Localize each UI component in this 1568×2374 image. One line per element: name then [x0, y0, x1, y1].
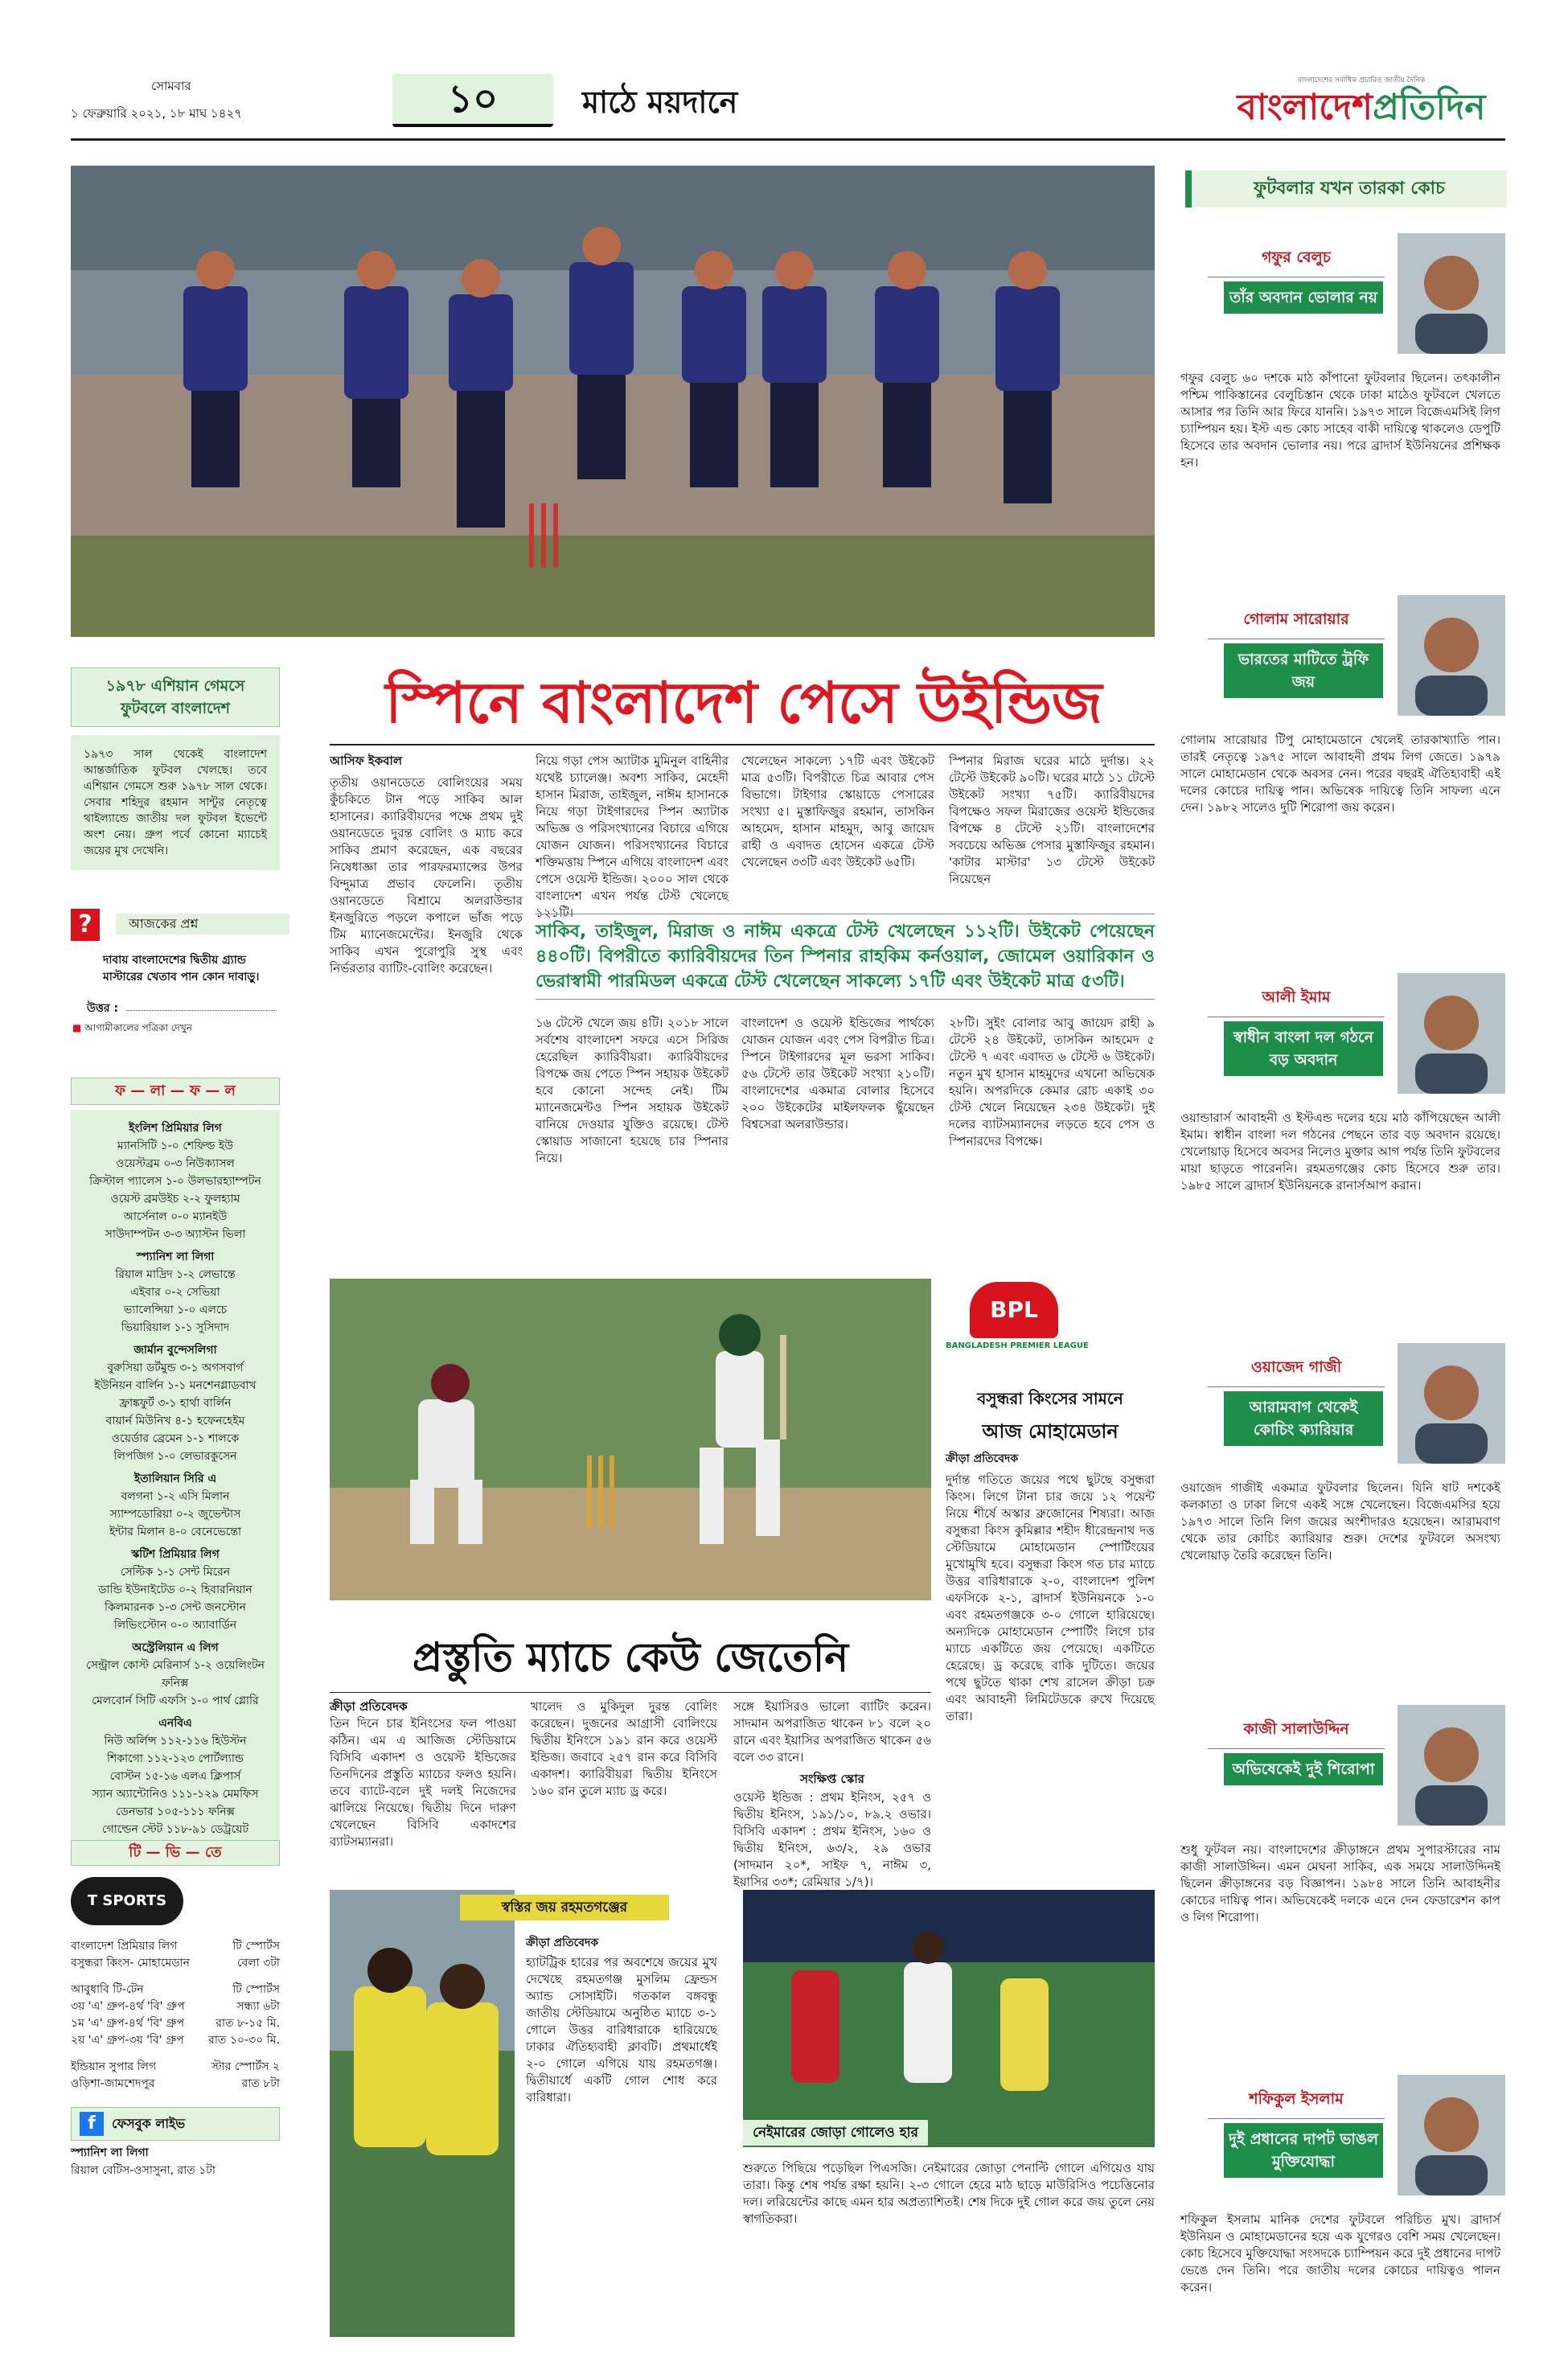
- rahmatganj-illustration: [330, 1890, 515, 2337]
- paper-logo: [1217, 74, 1505, 133]
- tv-row-program: আবুধাবি টি-টেন: [71, 1983, 144, 1996]
- asian-games-title-line1: ১৯৭৮ এশিয়ান গেমসে: [105, 677, 245, 695]
- issue-date: ১ ফেব্রুয়ারি ২০২১, ১৮ মাঘ ১৪২৭: [71, 106, 242, 121]
- coach-portrait: [1398, 1705, 1505, 1826]
- bpl-logo-subtitle: BANGLADESH PREMIER LEAGUE: [946, 1341, 1089, 1350]
- results-row: ম্যানসিটি ১-০ শেফিল্ড ইউ: [117, 1140, 234, 1152]
- results-row: ডেনভার ১০৫-১১১ ফনিক্স: [116, 1805, 235, 1818]
- tv-row: [71, 1982, 280, 1998]
- coaches-title: ফুটবলার যখন তারকা কোচ: [1185, 170, 1507, 207]
- bpl-body: দুর্দান্ত গতিতে জয়ের পথে ছুটছে বসুন্ধরা কিংস। লিগে টানা চার জয়ে ১২ পয়েন্ট নিয়ে শীর্ষে অস্কার ব্রুজোনের শিষ্যরা। আজ বসুন্ধরা কিংস কুমিল্লার শহীদ ধীরেন্দ্রনাথ দত্ত স্টেডিয়ামে মোহামেডান স্পোর্টিংয়ের মুখোমুখি হবে। বসুন্ধরা কিংস গত চার ম্যাচে উত্তর বারিধারাকে ২-০, বাংলাদেশ পুলিশ এফসিকে ২-১, ব্রাদার্স ইউনিয়নকে ১-০ এবং রহমতগঞ্জকে ৩-০ গোলে হারিয়েছে। অন্যদিকে মোহামেডান স্পোর্টিং লিগে চার ম্যাচে একটিতে জয় পেয়েছে। একটিতে হেরেছে। ড্র করেছে বাকি দুটিতে। জয়ের পথে ছুটতে থাকা শেখ রাসেল ক্রীড়া চক্র এবং আবাহনী লিমিটেডকে রুখে দিয়েছে তারা।: [946, 1472, 1155, 1723]
- results-group-heading: স্কটিশ প্রিমিয়ার লিগ: [131, 1548, 220, 1561]
- practice-byline: ক্রীড়া প্রতিবেদক: [330, 1699, 408, 1714]
- lead-column-7: ২৮টি। সুইং বোলার আবু জায়েদ রাহী ৯ টেস্টে ২৪ উইকেট, তাসকিন আহমেদ ৫ টেস্টে ৭ এবং এবাদত ৬ টেস্টে ৬ উইকেট। নতুন মুখ হাসান মাহমুদের এখনো অভিষেক হয়নি। অপরদিকে কেমার রোচ একাই ৩০ টেস্ট খেলে নিয়েছেন ২৩৪ উইকেট। দুই দলের ব্যাটসম্যানদের লড়তে হবে পেস ও স্পিনারদের বিপক্ষে।: [949, 1016, 1155, 1148]
- practice-col1-text: তিন দিনে চার ইনিংসের ফল পাওয়া কঠিন। এম এ আজিজ স্টেডিয়ামে বিসিবি একাদশ ও ওয়েস্ট ইন্ডিজের তিনদিনের প্রস্তুতি ম্যাচের ফলও হয়নি। তবে ব্যাটে-বলে দুই দলই নিজেদের ঝালিয়ে নিয়েছে। দ্বিতীয় দিনে দারুণ খেলেছেন বিসিবি একাদশের ব্যাটসম্যানরা।: [330, 1716, 516, 1849]
- cricket-match-photo: [330, 1279, 931, 1600]
- rahmatganj-photo: [330, 1890, 515, 2337]
- lead-column-6: বাংলাদেশ ও ওয়েস্ট ইন্ডিজের পার্থক্যে যোজন যোজন এবং পেস বিপরীত চিত্র। স্পিনে টাইগারদের মূল ভরসা সাকিব। ৫৬ টেস্টে তার উইকেট সংখ্যা ২১০টি। বাংলাদেশের একমাত্র বোলার হিসেবে ২০০ উইকেটের মাইলফলক ছুঁয়েছেন বিশ্বসেরা অলরাউন্ডার।: [741, 1016, 934, 1132]
- results-row: ডান্ডি ইউনাইটেড ০-২ হিবারনিয়ান: [98, 1583, 252, 1596]
- cricket-match-illustration: [330, 1279, 931, 1600]
- lead-headline-rule: [330, 744, 1155, 745]
- coach-name: কাজী সালাউদ্দিন: [1208, 1718, 1385, 1749]
- practice-col3-text: সঙ্গে ইয়াসিরও ভালো ব্যাটিং করেন। সাদমান অপরাজিত থাকেন ৮১ বলে ২০ রানে এবং ইয়াসির অপরাজিত থাকেন ৫৬ বলে ৩৩ রানে।: [733, 1699, 931, 1764]
- rahmatganj-byline: ক্রীড়া প্রতিবেদক: [526, 1937, 599, 1949]
- results-row: রিয়াল মাদ্রিদ ১-২ লেভান্তে: [115, 1268, 236, 1281]
- tv-row-time: টি স্পোর্টস: [232, 1940, 280, 1953]
- results-row: লিভিংস্টোন ০-০ অ্যাবার্ডিন: [113, 1619, 237, 1632]
- results-row: ফ্রাঙ্কফুর্ট ৩-১ হার্থা বার্লিন: [119, 1397, 232, 1410]
- coach-headline: দুই প্রধানের দাপট ভাঙল মুক্তিযোদ্ধা: [1224, 2123, 1383, 2178]
- results-row: শিকাগো ১১২-১২৩ পোর্টল্যান্ড: [106, 1752, 244, 1765]
- lead-column-4: স্পিনার মিরাজ ঘরের মাঠে দুর্দান্ত। ২২ টেস্টে উইকেট ৯০টি। ঘরের মাঠে ১১ টেস্টে উইকেট সংখ্যা ৭৫টি। ক্যারিবীয়দের বিপক্ষেও সফল মিরাজের ওয়েস্ট ইন্ডিজের বিপক্ষে ৪ টেস্টে ২১টি। বাংলাদেশের সবচেয়ে অভিজ্ঞ পেসার মুস্তাফিজুর রহমান। 'কাটার মাস্টার' ১৩ টেস্টে উইকেট নিয়েছেন: [949, 754, 1155, 886]
- tv-title: টি — ভি — তে: [71, 1840, 280, 1866]
- coach-headline: ভারতের মাটিতে ট্রফি জয়: [1224, 643, 1383, 698]
- coach-profile: [1176, 1700, 1505, 1931]
- results-row: আর্সেনাল ০-০ ম্যানইউ: [123, 1210, 228, 1223]
- results-row: কিলমারনক ১-৩ সেন্ট জনস্টোন: [104, 1601, 247, 1614]
- tv-row-program: ইন্ডিয়ান সুপার লিগ: [71, 2060, 157, 2073]
- issue-day: সোমবার: [151, 79, 191, 93]
- practice-column-3: [733, 1698, 931, 1891]
- section-title: মাঠে ময়দানে: [582, 84, 738, 120]
- bpl-byline: ক্রীড়া প্রতিবেদক: [946, 1452, 1019, 1465]
- coach-profile: [1176, 1338, 1505, 1569]
- tv-row: [71, 1938, 280, 1955]
- coach-body: শফিকুল ইসলাম মানিক দেশের ফুটবলে পরিচিত মুখ। ব্রাদার্স ইউনিয়ন ও মোহামেডানের হয়ে এক যুগেরও বেশি সময় খেলেছেন। কোচ হিসেবে মুক্তিযোদ্ধা সংসদকে চ্যাম্পিয়ন করে দুই প্রধানের দাপট ভেঙে দেন তিনি। পরে জাতীয় দলের কোচের দায়িত্বও পালন করেন।: [1180, 2212, 1500, 2294]
- coach-name: শফিকুল ইসলাম: [1208, 2088, 1385, 2119]
- coach-portrait: [1398, 973, 1505, 1094]
- results-row: লিপজিগ ১-০ লেভারকুসেন: [113, 1450, 237, 1463]
- coach-portrait: [1398, 1343, 1505, 1464]
- quiz-question: দাবায় বাংলাদেশের দ্বিতীয় গ্র্যান্ড মাস্টারের খেতাব পান কোন দাবাড়ু।: [103, 954, 260, 984]
- results-row: স্যাম্পডোরিয়া ০-২ জুভেন্টাস: [109, 1508, 241, 1521]
- lead-column-3: খেলেছেন সাকল্যে ১৭টি এবং উইকেট মাত্র ৫৩টি। বিপরীতে চিত্র আবার পেস বিভাগে। টাইগার স্কোয়াডে পেসারের সংখ্যা ৫। মুস্তাফিজুর রহমান, তাসকিন আহমেদ, হাসান মাহমুদ, আবু জায়েদ রাহী ও এবাদত হোসেন একত্রে টেস্ট খেলেছেন ৩৩টি এবং উইকেট ৬৫টি।: [741, 754, 934, 869]
- practice-score-text: ওয়েস্ট ইন্ডিজ : প্রথম ইনিংস, ২৫৭ ও দ্বিতীয় ইনিংস, ১৯১/১০, ৮৯.২ ওভার। বিসিবি একাদশ : প্রথম ইনিংস, ১৬০ ও দ্বিতীয় ইনিংস, ৬৩/২, ২৯ ওভার (সাদমান ২০*, সাইফ ৭, নাঈম ৩, ইয়াসির ৩৩*; রেমিয়ার ১/৭)।: [733, 1790, 931, 1889]
- psg-caption: নেইমারের জোড়া গোলেও হার: [743, 2120, 928, 2146]
- bpl-headline: আজ মোহামেডান: [982, 1420, 1119, 1443]
- tsports-logo: [71, 1877, 183, 1925]
- page-number-badge: [392, 74, 553, 127]
- rahmatganj-caption: স্বস্তির জয় রহমতগঞ্জের: [460, 1895, 669, 1920]
- results-group-heading: অস্ট্রেলিয়ান এ লিগ: [132, 1641, 219, 1654]
- asian-games-title: [71, 667, 280, 727]
- tv-row-program: ১ম 'এ' গ্রুপ-৪র্থ 'বি' গ্রুপ: [71, 2017, 185, 2030]
- quiz-note-text: আগামীকালের পত্রিকা দেখুন: [84, 1022, 192, 1033]
- practice-column-2: খালেদ ও মুকিদুল দুরন্ত বোলিং করেছেন। দুজনের আগ্রাসী বোলিংয়ে দ্বিতীয় ইনিংসে ১৯১ রান করে ওয়েস্ট ইন্ডিজ। জবাবে ২৫৭ রান করে বিসিবি একাদশ। ক্যারিবীয়রা দ্বিতীয় ইনিংসে ১৬০ রান তুলে ম্যাচ ড্র করে।: [531, 1699, 717, 1798]
- results-row: ভিয়ারিয়াল ১-১ সুসিদাদ: [121, 1321, 230, 1334]
- quiz-note: ■ আগামীকালের পত্রিকা দেখুন: [72, 1022, 192, 1033]
- results-row: ভ্যালেন্সিয়া ১-০ এলচে: [123, 1304, 228, 1316]
- tv-row-time: সন্ধ্যা ৬টা: [236, 2000, 280, 2013]
- paper-tagline: বাংলাদেশের সর্বাধিক প্রচারিত জাতীয় দৈনিক: [1297, 76, 1426, 84]
- coach-profile: [1176, 2070, 1505, 2301]
- paper-name-b: প্রতিদিন: [1373, 87, 1486, 128]
- practice-score-heading: সংক্ষিপ্ত স্কোর: [800, 1772, 864, 1786]
- results-row: স্যান অ্যান্টোনিও ১১১-১২৯ মেমফিস: [92, 1788, 259, 1801]
- coach-body: ওয়াজেদ গাজীই একমাত্র ফুটবলার ছিলেন। যিনি ষাট দশকেই কলকাতা ও ঢাকা লিগে একই সঙ্গে খেলেছেন। বিজেএমসির হয়ে ১৯৭৩ সালে তিনি লিগ জয়ের অংশীদারও হয়েছেন। আরামবাগ থেকে তার কোচিং ক্যারিয়ার শুরু। দেশের ফুটবলে অসংখ্য খেলোয়াড় তৈরি করেছেন তিনি।: [1180, 1481, 1500, 1563]
- lead-column-1: [330, 753, 523, 977]
- results-row: বায়ার্ন মিউনিখ ৪-১ হফেনহেইম: [105, 1415, 245, 1427]
- results-row: ইউনিয়ন বার্লিন ১-১ মনশেনগ্লাডবাখ: [94, 1379, 257, 1392]
- coach-profile: [1176, 590, 1505, 821]
- coach-body: ওয়ান্ডারার্স আবাহনী ও ইস্টএন্ড দলের হয়ে মাঠ কাঁপিয়েছেন আলী ইমাম। স্বাধীন বাংলা দল গঠনের পেছনে তার বড় অবদান রয়েছে। খেলোয়াড় হিসেবে অবসর নিলেও মুক্তার আগ পর্যন্ত তিনি ফুটবলের মায়া ছাড়তে পারেননি। রহমতগঞ্জের কোচ হিসেবে শুরু তার। ১৯৮৫ সালে ব্রাদার্স ইউনিয়নকে রানার্সআপ করান।: [1180, 1111, 1500, 1193]
- results-group-heading: জার্মান বুন্দেসলিগা: [133, 1344, 217, 1357]
- results-row: বুরুসিয়া ডর্টমুন্ড ৩-১ অগসবার্গ: [107, 1362, 244, 1374]
- tv-list: [71, 1938, 280, 2093]
- results-row: বোস্টন ১৫-১৬ এলএ ক্লিপার্স: [109, 1770, 241, 1783]
- results-row: সাউদাম্পটন ৩-৩ অ্যাস্টন ভিলা: [105, 1228, 246, 1241]
- coach-name: ওয়াজেদ গাজী: [1208, 1356, 1385, 1387]
- psg-match-illustration: [743, 1890, 1155, 2147]
- facebook-live-row-2: রিয়াল বেটিস-ওসাসুনা, রাত ১টা: [71, 2164, 215, 2177]
- tv-row: [71, 2076, 280, 2093]
- results-row: এইবার ০-২ সেভিয়া: [130, 1286, 220, 1299]
- lead-pull-quote: সাকিব, তাইজুল, মিরাজ ও নাঈম একত্রে টেস্ট খেলেছেন ১১২টি। উইকেট পেয়েছেন ৪৪০টি। বিপরীতে ক্যারিবীয়দের তিন স্পিনার রাহকিম কর্নওয়াল, জোমেল ওয়ারিকান ও ভেরাস্বামী পারমিডল একত্রে টেস্ট খেলেছেন সাকল্যে ১৭টি এবং উইকেট মাত্র ৫৩টি।: [536, 914, 1155, 1000]
- lead-col1-text: তৃতীয় ওয়ানডেতে বোলিংয়ের সময় কুঁচকিতে টান পড়ে সাকিব আল হাসানের। ক্যারিবীয়দের পক্ষে প্রথম দুই ওয়ানডেতে দুরন্ত বোলিং ও ম্যাচ করে সাকিব প্রমাণ করেছেন, এক বছরের নিষেধাজ্ঞা তার পারফরম্যান্সের উপর বিন্দুমাত্র প্রভাব ফেলেনি। তৃতীয় ওয়ানডেতে বিশ্রামে অলরাউন্ডার ইনজুরিতে পড়লে কপালে ভাঁজ পড়ে টিম ম্যানেজমেন্টের। ইনজুরি থেকে সাকিব এখন পুরোপুরি সুস্থ এবং নির্ভরতার ব্যাটিং-বোলিং করেছেন।: [330, 775, 523, 975]
- coach-profile: [1176, 228, 1505, 476]
- masthead: [71, 74, 1505, 138]
- bpl-logo-mark: [970, 1282, 1058, 1338]
- quiz-answer-line: [127, 1010, 277, 1011]
- results-row: বলগনা ১-২ এসি মিলান: [121, 1490, 230, 1503]
- results-row: ইন্টার মিলান ৪-০ বেনেভেন্তো: [109, 1526, 242, 1538]
- facebook-live-title: ফেসবুক লাইভ: [112, 2115, 186, 2131]
- tv-row-time: স্টার স্পোর্টস ২: [211, 2060, 280, 2073]
- team-practice-illustration: [71, 166, 1155, 637]
- results-group-heading: ইতালিয়ান সিরি এ: [133, 1472, 217, 1485]
- results-group-heading: স্প্যানিশ লা লিগা: [136, 1251, 215, 1263]
- tv-row-time: টি স্পোর্টস: [232, 1983, 280, 1996]
- coach-name: গফুর বেলুচ: [1208, 246, 1385, 277]
- lead-column-5: ১৬ টেস্টে খেলে জয় ৪টি। ২০১৮ সালে সর্বশেষ বাংলাদেশ সফরে এসে সিরিজ হেরেছিল ক্যারিবীয়রা। ক্যারিবীয়দের বিপক্ষে জয় পেতে স্পিন সহায়ক উইকেট হবে কোনো সন্দেহ নেই। টিম ম্যানেজমেন্টও স্পিন সহায়ক উইকেট বানিয়ে দেওয়ার যুক্তিও রয়েছে। টেস্ট স্কোয়াড সাজানো হয়েছে চার স্পিনার নিয়ে।: [536, 1016, 729, 1165]
- facebook-live-header: [71, 2107, 280, 2141]
- tv-row-program: বাংলাদেশ প্রিমিয়ার লিগ: [71, 1940, 178, 1953]
- tv-box: [71, 1840, 280, 2179]
- quiz-answer-label: উত্তর :: [87, 1002, 119, 1015]
- results-box: [71, 1078, 280, 1843]
- tv-row-time: রাত ৮টা: [241, 2077, 280, 2090]
- coach-headline: আরামবাগ থেকেই কোচিং ক্যারিয়ার: [1224, 1391, 1383, 1446]
- practice-headline: প্রস্তুতি ম্যাচে কেউ জেতেনি: [412, 1634, 849, 1681]
- question-mark-icon: ?: [71, 909, 100, 941]
- results-row: ওয়েস্ট ব্রমউইচ ২-২ ফুলহ্যাম: [110, 1193, 240, 1205]
- asian-games-box: [71, 667, 280, 870]
- tv-row: [71, 2059, 280, 2076]
- tv-row: [71, 2032, 280, 2049]
- results-row: ক্রিস্টাল প্যালেস ১-০ উলভারহ্যাম্পটন: [89, 1175, 261, 1188]
- results-row: মেলবোর্ন সিটি এফসি ১-০ পার্থ গ্লোরি: [92, 1694, 259, 1707]
- tsports-logo-text: T SPORTS: [87, 1892, 167, 1909]
- lead-column-2: নিয়ে গড়া পেস অ্যাটাক মুমিনুল বাহিনীর যথেষ্ট চ্যালেঞ্জ। অবশ্য সাকিব, মেহেদী হাসান মিরাজ, তাইজুল, নাঈম হাসানকে নিয়ে গড়া টাইগারদের স্পিন অ্যাটাক অভিজ্ঞ ও পরিসংখ্যানের বিচারে এগিয়ে যোজন যোজন। পরিসংখ্যানের বিচারে শক্তিমত্তায় স্পিনে এগিয়ে বাংলাদেশ এবং পেসে ওয়েস্ট ইন্ডিজ। ২০০০ সাল থেকে বাংলাদেশ এখন পর্যন্ত টেস্ট খেলেছে ১২১টি।: [536, 754, 729, 920]
- coach-body: গফুর বেলুচ ৬০ দশকে মাঠ কাঁপানো ফুটবলার ছিলেন। তৎকালীন পশ্চিম পাকিস্তানের বেলুচিস্তান থেকে ঢাকা মাঠেও ফুটবলে খেলতে আসার পর তিনি আর ফিরে যাননি। ১৯৭৩ সালে বিজেএমসিই লিগ চ্যাম্পিয়ন হয়। ইস্ট এন্ড কোচ সাহেব বাকী দায়িত্বে থাকলেও ডেপুটি হিসেবে তার অবদান ভোলার নয়। পরে ব্রাদার্স ইউনিয়নের প্রশিক্ষক হন।: [1180, 371, 1500, 470]
- coach-portrait: [1398, 2075, 1505, 2195]
- paper-name-a: বাংলাদেশ: [1237, 87, 1373, 128]
- lead-headline: স্পিনে বাংলাদেশ পেসে উইন্ডিজ: [385, 670, 1102, 736]
- psg-match-photo: [743, 1890, 1155, 2147]
- results-title: ফ — লা — ফ — ল: [71, 1078, 280, 1105]
- tv-row-program: ২য় 'এ' গ্রুপ-৩য় 'বি' গ্রুপ: [71, 2034, 184, 2047]
- results-row: সেন্ট্রাল কোস্ট মেরিনার্স ১-২ ওয়েলিংটন ফনিক্স: [86, 1659, 265, 1690]
- coach-headline: স্বাধীন বাংলা দল গঠনে বড় অবদান: [1224, 1021, 1383, 1076]
- results-row: নিউ অর্লিন্স ১১২-১১৬ হিউস্টন: [104, 1735, 247, 1748]
- bpl-logo-text: BPL: [990, 1296, 1038, 1323]
- psg-body: শুরুতে পিছিয়ে পড়েছিল পিএসজি। নেইমারের জোড়া পেনাল্টি গোলে এগিয়েও যায় তারা। কিন্তু শেষ পর্যন্ত রক্ষা হয়নি। ২-৩ গোলে হেরে মাঠ ছাড়ে মাউরিসিও পচেত্তিনোর দল। লরিয়েন্টের কাছে এমন হার অপ্রত্যাশিতই। শেষ দিকে দুই গোল করে জয় তুলে নেয় স্বাগতিকরা।: [743, 2161, 1155, 2226]
- quiz-box: [71, 909, 280, 1037]
- coach-headline: অভিষেকেই দুই শিরোপা: [1224, 1753, 1383, 1785]
- quiz-title: আজকের প্রশ্ন: [116, 914, 289, 934]
- tv-row-time: বেলা ৩টা: [236, 1957, 280, 1969]
- tv-row: [71, 1998, 280, 2015]
- results-row: সেল্টিক ১-১ সেন্ট মিরেন: [120, 1566, 231, 1579]
- practice-column-1: [330, 1698, 516, 1850]
- rahmatganj-body: হ্যাটট্রিক হারের পর অবশেষে জয়ের মুখ দেখেছে রহমতগঞ্জ মুসলিম ফ্রেন্ডস অ্যান্ড সোসাইটি। গতকাল বঙ্গবন্ধু জাতীয় স্টেডিয়ামে অনুষ্ঠিত ম্যাচে ৩-১ গোলে উত্তর বারিধারাকে হারিয়েছে ঢাকার ঐতিহ্যবাহী ক্লাবটি। প্রথমার্ধেই ২-০ গোলে এগিয়ে যায় রহমতগঞ্জ। দ্বিতীয়ার্ধে একটি গোল শোধ করে বারিধারা।: [526, 1955, 717, 2105]
- results-row: ওয়েস্টব্রম ০-৩ নিউক্যাসল: [116, 1157, 235, 1170]
- tv-row-time: রাত ১০-৩০ মি.: [208, 2034, 280, 2047]
- coach-body: গোলাম সারোয়ার টিপু মোহামেডানে খেলেই তারকাখ্যাতি পান। তারই নেতৃত্বে ১৯৭৫ সালে আবাহনী প্রথম লিগ জেতে। ১৯৭৯ সালে মোহামেডান থেকে অবসর নেন। পরের বছরই ঐতিহ্যবাহী এই দলের কোচের দায়িত্ব পান। অভিষেক দায়িত্বে তিনি সাফল্য এনে দেন। ১৯৮২ সালেও দুটি শিরোপা জয় করেন।: [1180, 733, 1500, 815]
- tv-row: [71, 1955, 280, 1972]
- tv-row-program: ওড়িশা-জামশেদপুর: [71, 2077, 155, 2090]
- tv-row-program: ৩য় 'এ' গ্রুপ-৪র্থ 'বি' গ্রুপ: [71, 2000, 185, 2013]
- tv-row-time: রাত ৮-১৫ মি.: [215, 2017, 280, 2030]
- results-row: গোল্ডেন স্টেট ১১৮-৯১ ডেট্রয়েট: [101, 1823, 249, 1836]
- coach-name: গোলাম সারোয়ার: [1208, 608, 1385, 639]
- results-list: [71, 1110, 280, 1843]
- coach-portrait: [1398, 595, 1505, 716]
- results-group-heading: এনবিএ: [158, 1717, 192, 1730]
- bpl-kicker: বসুন্ধরা কিংসের সামনে: [977, 1389, 1123, 1408]
- asian-games-body: ১৯৭৩ সাল থেকেই বাংলাদেশ আন্তর্জাতিক ফুটবল খেলছে। তবে এশিয়ান গেমসে শুরু ১৯৭৮ সাল থেকে। সেবার শহিদুর রহমান সান্টুর নেতৃত্বে থাইল্যান্ডে জাতীয় দল ফুটবল ইভেন্টে অংশ নেয়। গ্রুপ পর্বে কোনো ম্যাচেই জয়ের মুখ দেখেনি।: [71, 735, 280, 870]
- lead-byline: আসিফ ইকবাল: [330, 754, 403, 768]
- coach-headline: তাঁর অবদান ভোলার নয়: [1224, 281, 1383, 314]
- bpl-logo: [946, 1282, 1139, 1370]
- results-row: ওয়ের্ডার ব্রেমেন ১-১ শালকে: [111, 1432, 240, 1445]
- coach-portrait: [1398, 233, 1505, 354]
- tv-row-program: বসুন্ধরা কিংস- মোহামেডান: [71, 1957, 190, 1969]
- coach-profile: [1176, 968, 1505, 1199]
- results-group-heading: ইংলিশ প্রিমিয়ার লিগ: [129, 1122, 222, 1135]
- facebook-live-row-1: স্প্যানিশ লা লিগা: [71, 2146, 149, 2159]
- coach-body: শুধু ফুটবল নয়। বাংলাদেশের ক্রীড়াঙ্গনে প্রথম সুপারস্টারের নাম কাজী সালাউদ্দিন। এমন মেঘনা সাকিব, এক সময়ে সালাউদ্দিনই ছিলেন ক্রীড়াঙ্গনের বড় বিজ্ঞাপন। ১৯৮৪ সালে তিনি আবাহনীর কোচের দায়িত্ব পান। অভিষেকেই দলকে এনে দেন ফেডারেশন কাপ ও লিগ শিরোপা।: [1180, 1842, 1500, 1924]
- masthead-rule: [71, 138, 1505, 141]
- asian-games-title-line2: ফুটবলে বাংলাদেশ: [120, 700, 230, 717]
- page-number: ১০: [447, 76, 499, 121]
- team-practice-photo: [71, 166, 1155, 637]
- coach-name: আলী ইমাম: [1208, 986, 1385, 1017]
- facebook-icon: f: [80, 2112, 104, 2136]
- practice-headline-rule: [330, 1692, 931, 1693]
- tv-row: [71, 2015, 280, 2032]
